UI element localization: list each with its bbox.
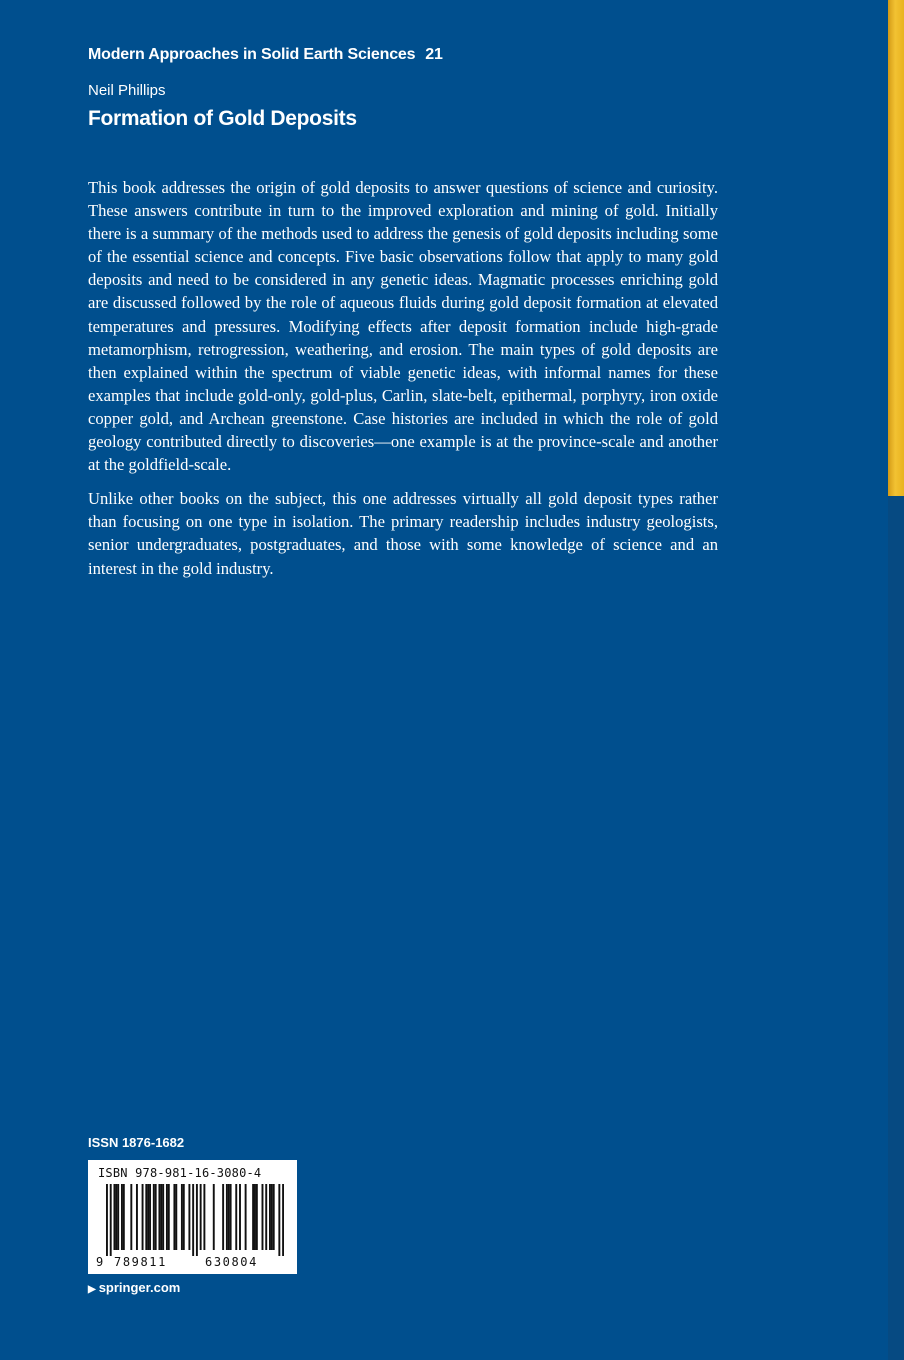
barcode-digits-left: 789811 [114,1255,167,1269]
barcode-bar [160,1184,162,1250]
barcode-bar [145,1184,147,1250]
barcode-bar [113,1184,115,1250]
author-name: Neil Phillips [88,82,166,99]
spine-dark-strip [888,496,904,1360]
barcode-bar [252,1184,254,1250]
barcode-bar [149,1184,151,1250]
barcode-bar [265,1184,267,1250]
barcode-bar [196,1184,198,1256]
barcode-bar [158,1184,160,1250]
barcode-bar [162,1184,164,1250]
barcode-bar [239,1184,241,1250]
website-link[interactable] [88,1280,180,1295]
barcode-bar [228,1184,230,1250]
barcode-bar [278,1184,280,1256]
barcode-bar [155,1184,157,1250]
website-text: springer.com [98,1280,181,1295]
barcode-bar [282,1184,284,1256]
barcode-bar [245,1184,247,1250]
barcode-bar [254,1184,256,1250]
barcode-bar [271,1184,273,1250]
barcode-bar [222,1184,224,1250]
series-name: Modern Approaches in Solid Earth Sciences [88,46,416,63]
barcode-bar [192,1184,194,1256]
barcode-bar [203,1184,205,1250]
series-line [88,46,443,64]
barcode-bar [142,1184,144,1250]
barcode-bar [130,1184,132,1250]
barcode-bar [213,1184,215,1250]
gold-spine-strip [888,0,904,496]
barcode-bar [256,1184,258,1250]
isbn-barcode [88,1160,297,1274]
barcode-bar [115,1184,117,1250]
barcode-bar [117,1184,119,1250]
barcode-bar [175,1184,177,1250]
barcode-bar [147,1184,149,1250]
barcode-bar [183,1184,185,1250]
barcode-digits-right: 630804 [205,1255,258,1269]
barcode-bar [110,1184,112,1256]
barcode-bar [230,1184,232,1250]
barcode-digit-first: 9 [96,1255,104,1269]
book-title: Formation of Gold Deposits [88,107,357,130]
barcode-bar [121,1184,123,1250]
barcode-bar [181,1184,183,1250]
triangle-right-icon: ▶ [88,1284,96,1295]
barcode-bar [123,1184,125,1250]
barcode-bar [166,1184,168,1250]
barcode-bar [168,1184,170,1250]
barcode-bar [153,1184,155,1250]
isbn-text: ISBN 978-981-16-3080-4 [98,1166,262,1180]
series-volume: 21 [425,46,443,63]
barcode-bar [136,1184,138,1250]
barcode-bar [188,1184,190,1250]
barcode-bar [269,1184,271,1250]
barcode-bar [226,1184,228,1250]
blurb-paragraph: This book addresses the origin of gold deposits to answer questions of science and curiosity. These answers contribute in turn to the improved exploration and mining of gold. Initially there is a summary of the methods used to address the genesis of gold deposits including some of the essential science and concepts. Five basic observations follow that apply to many gold deposits and need to be considered in any genetic ideas. Magmatic processes enriching gold are discussed followed by the role of aqueous fluids during gold deposit formation at elevated temperatures and pressures. Modifying effects after deposit formation include high-grade metamorphism, retrogression, weathering, and erosion. The main types of gold deposits are then explained within the spectrum of viable genetic ideas, with informal names for these examples that include gold-only, gold-plus, Carlin, slate-belt, epithermal, porphyry, iron oxide copper gold, and Archean greenstone. Case histories are included in which the role of gold geology contributed directly to discoveries—one example is at the province-scale and another at the goldfield-scale. [88,178,718,475]
barcode-bar [235,1184,237,1250]
barcode-bar [200,1184,202,1250]
issn-label: ISSN 1876-1682 [88,1135,185,1150]
barcode-bar [106,1184,108,1256]
blurb-paragraph: Unlike other books on the subject, this one addresses virtually all gold deposit types rather than focusing on one type in isolation. The primary readership includes industry geologists, senior undergraduates, postgraduates, and those with some knowledge of science and an interest in the gold industry. [88,489,718,578]
back-cover-blurb [88,176,718,591]
barcode-bar [262,1184,264,1250]
barcode-bar [273,1184,275,1250]
barcode-bars [106,1184,284,1256]
barcode-bar [173,1184,175,1250]
